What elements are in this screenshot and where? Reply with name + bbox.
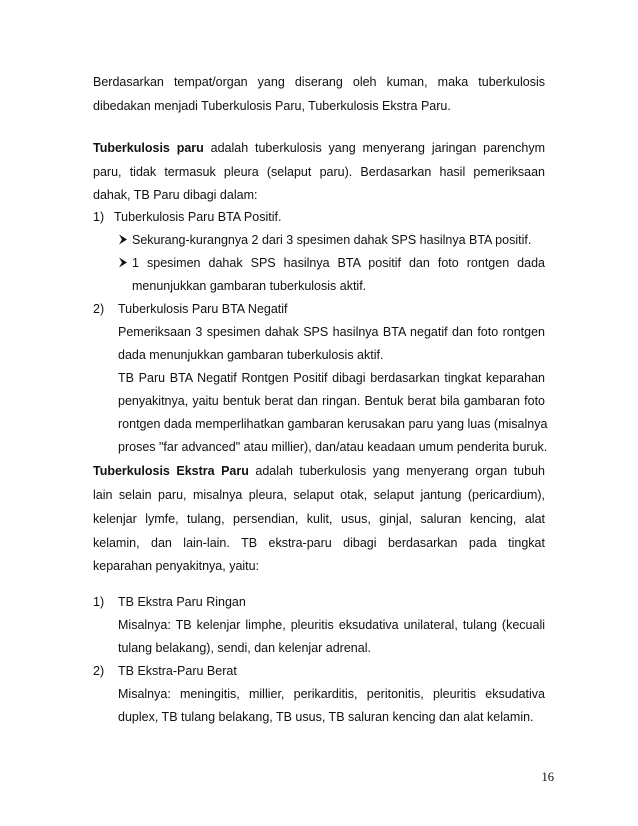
ekstra-line-1 xyxy=(93,459,545,483)
paru-item-2-line-6: proses "far advanced" atau millier), dan/atau keadaan umum penderita buruk. xyxy=(118,440,548,454)
ekstra-line-4: kelamin, dan lain-lain. TB ekstra-paru dibagi berdasarkan pada tingkat xyxy=(93,536,545,550)
ekstra-term: Tuberkulosis Ekstra Paru xyxy=(93,464,249,478)
ekstra-line-5: keparahan penyakitnya, yaitu: xyxy=(93,559,260,573)
paru-item-2-line-3: TB Paru BTA Negatif Rontgen Positif dibagi berdasarkan tingkat keparahan xyxy=(118,371,545,385)
paru-item-1-title: Tuberkulosis Paru BTA Positif. xyxy=(114,210,282,224)
paru-item-2-number: 2) xyxy=(93,302,105,316)
ekstra-item-1-line-1: Misalnya: TB kelenjar limphe, pleuritis eksudativa unilateral, tulang (kecuali xyxy=(118,618,545,632)
paru-item-2-line-4: penyakitnya, yaitu bentuk berat dan ringan. Bentuk berat bila gambaran foto xyxy=(118,394,545,408)
ekstra-line-2: lain selain paru, misalnya pleura, selaput otak, selaput jantung (pericardium), xyxy=(93,488,545,502)
page-number: 16 xyxy=(541,770,554,784)
ekstra-item-1-title: TB Ekstra Paru Ringan xyxy=(118,595,246,609)
paru-item-1-bullet-2-line-1: 1 spesimen dahak SPS hasilnya BTA positif dan foto rontgen dada xyxy=(132,256,545,270)
ekstra-line-3: kelenjar lymfe, tulang, persendian, kulit, usus, ginjal, saluran kencing, alat xyxy=(93,512,545,526)
ekstra-item-1-number: 1) xyxy=(93,595,105,609)
paru-term: Tuberkulosis paru xyxy=(93,141,204,155)
ekstra-item-2-number: 2) xyxy=(93,664,105,678)
paru-line-3: dahak, TB Paru dibagi dalam: xyxy=(93,188,258,202)
intro-line-1: Berdasarkan tempat/organ yang diserang oleh kuman, maka tuberkulosis xyxy=(93,75,545,89)
paru-line-1-rest: adalah tuberkulosis yang menyerang jaringan parenchym xyxy=(203,141,545,155)
ekstra-line-1-rest: adalah tuberkulosis yang menyerang organ tubuh xyxy=(248,464,545,478)
paru-item-1-bullet-1: Sekurang-kurangnya 2 dari 3 spesimen dahak SPS hasilnya BTA positif. xyxy=(132,233,532,247)
paru-item-2-line-1: Pemeriksaan 3 spesimen dahak SPS hasilnya BTA negatif dan foto rontgen xyxy=(118,325,545,339)
paru-line-1 xyxy=(93,136,545,160)
ekstra-item-2-title: TB Ekstra-Paru Berat xyxy=(118,664,237,678)
paru-item-1-bullet-2-line-2: menunjukkan gambaran tuberkulosis aktif. xyxy=(132,279,367,293)
paru-item-1-number: 1) xyxy=(93,210,105,224)
paru-item-2-line-2: dada menunjukkan gambaran tuberkulosis aktif. xyxy=(118,348,384,362)
ekstra-item-2-line-2: duplex, TB tulang belakang, TB usus, TB saluran kencing dan alat kelamin. xyxy=(118,710,534,724)
paru-item-2-line-5: rontgen dada memperlihatkan gambaran kerusakan paru yang luas (misalnya xyxy=(118,417,548,431)
ekstra-item-1-line-2: tulang belakang), sendi, dan kelenjar adrenal. xyxy=(118,641,371,655)
paru-line-2: paru, tidak termasuk pleura (selaput paru). Berdasarkan hasil pemeriksaan xyxy=(93,165,545,179)
paru-item-2-title: Tuberkulosis Paru BTA Negatif xyxy=(118,302,288,316)
intro-line-2: dibedakan menjadi Tuberkulosis Paru, Tuberkulosis Ekstra Paru. xyxy=(93,99,451,113)
ekstra-item-2-line-1: Misalnya: meningitis, millier, perikarditis, peritonitis, pleuritis eksudativa xyxy=(118,687,545,701)
